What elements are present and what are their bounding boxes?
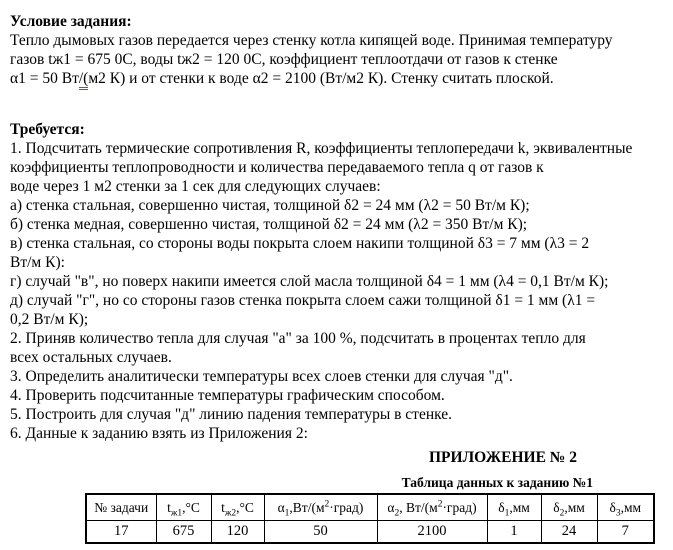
tasks-heading: Требуется:	[10, 121, 85, 138]
task-line-case-d: д) случай "г", но со стороны газов стенка покрыта слоем сажи толщиной δ1 = 1 мм (λ1 =	[10, 292, 596, 309]
table-header-delta3: $\delta_3,мм$	[597, 494, 654, 521]
task-line: 1. Подсчитать термические сопротивления R, коэффициенты теплопередачи k, эквивалентные	[10, 140, 633, 157]
table-data-row	[86, 521, 654, 544]
grammar-check-underline: /(	[79, 70, 88, 90]
task-line: 4. Проверить подсчитанные температуры графическим способом.	[10, 387, 445, 404]
task-line-case-a: а) стенка стальная, совершенно чистая, толщиной δ2 = 24 мм (λ2 = 50 Вт/м К);	[10, 197, 530, 214]
task-line-case-g: г) случай "в", но поверх накипи имеется слой масла толщиной δ4 = 1 мм (λ4 = 0,1 Вт/м К);	[10, 273, 609, 290]
task-line: коэффициенты теплопроводности и количества передаваемого тепла q от газов к	[10, 159, 544, 176]
table-header-row	[86, 494, 654, 521]
data-table	[85, 493, 655, 544]
table-cell-alpha2: 2100	[377, 521, 487, 544]
table-caption: Таблица данных к заданию №1	[401, 475, 593, 490]
table-header-alpha1: $\alpha_1,Вт/(м^2\cdot град)$	[264, 494, 377, 521]
table-header-alpha2: $\alpha_2$, $Вт/(м^2\cdot град)$	[377, 494, 487, 521]
table-header-delta1: $\delta_1,мм$	[487, 494, 541, 521]
condition-line-1: Тепло дымовых газов передается через стенку котла кипящей воде. Принимая температуру	[10, 32, 613, 49]
task-line: 0,2 Вт/м К);	[10, 311, 89, 328]
table-cell-delta2: 24	[541, 521, 597, 544]
condition-line-3-pre: α1 = 50 Вт	[10, 70, 79, 87]
task-line: воде через 1 м2 стенки за 1 сек для следующих случаев:	[10, 178, 381, 195]
table-header-t1: $t_{ж1},^\circ С$	[156, 494, 211, 521]
table-cell-delta3: 7	[597, 521, 654, 544]
condition-heading: Условие задания:	[10, 13, 132, 30]
table-cell-delta1: 1	[487, 521, 541, 544]
table-header-t2: $t_{ж2},^\circ С$	[211, 494, 264, 521]
table-cell-t1: 675	[156, 521, 211, 544]
task-line: 2. Приняв количество тепла для случая "а" за 100 %, подсчитать в процентах тепло для	[10, 330, 586, 347]
task-line: 6. Данные к заданию взять из Приложения 2:	[10, 425, 308, 442]
table-cell-alpha1: 50	[264, 521, 377, 544]
condition-line-3-post: м2 К) и от стенки к воде α2 = 2100 (Вт/м2 К). Стенку считать плоской.	[88, 70, 554, 87]
table-header-task-number: № задачи	[86, 494, 156, 521]
table-header-delta2: $\delta_2,мм$	[541, 494, 597, 521]
table-cell-task-number: 17	[86, 521, 156, 544]
task-line: 3. Определить аналитически температуры всех слоев стенки для случая "д".	[10, 368, 513, 385]
appendix-title: ПРИЛОЖЕНИЕ № 2	[429, 449, 577, 466]
condition-line-3	[10, 69, 665, 88]
task-line-case-b: б) стенка медная, совершенно чистая, толщиной δ2 = 24 мм (λ2 = 350 Вт/м К);	[10, 216, 528, 233]
task-line: всех остальных случаев.	[10, 349, 172, 366]
task-line-case-v: в) стенка стальная, со стороны воды покрыта слоем накипи толщиной δ3 = 7 мм (λ3 = 2	[10, 235, 590, 252]
task-line: 5. Построить для случая "д" линию падения температуры в стенке.	[10, 406, 453, 423]
task-line: Вт/м К):	[10, 254, 65, 271]
condition-line-2: газов tж1 = 675 0С, воды tж2 = 120 0С, коэффициент теплоотдачи от газов к стенке	[10, 51, 558, 68]
table-cell-t2: 120	[211, 521, 264, 544]
